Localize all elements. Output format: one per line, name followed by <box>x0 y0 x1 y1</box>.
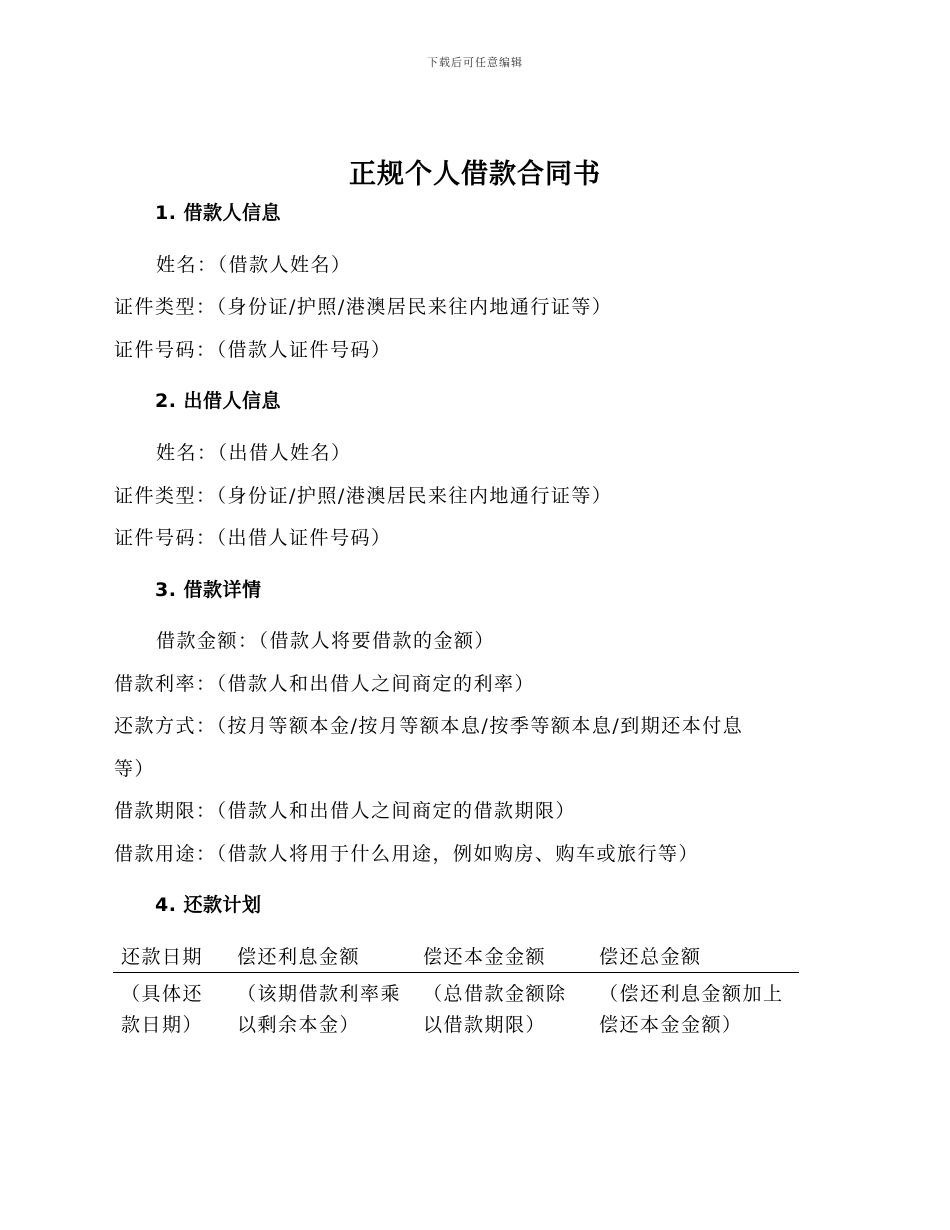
lender-id-number-value: （出借人证件号码） <box>216 527 392 549</box>
loan-method-continuation: 等） <box>114 758 156 780</box>
lender-name-line <box>156 438 352 465</box>
borrower-id-number-line <box>114 335 392 362</box>
column-header-total: 偿还总金额 <box>599 946 702 968</box>
lender-id-number-line <box>114 523 392 550</box>
column-header-date: 还款日期 <box>121 946 204 968</box>
section-heading-lender: 2. 出借人信息 <box>155 390 282 412</box>
borrower-id-type-label: 证件类型： <box>114 296 217 318</box>
header-note: 下载后可任意编辑 <box>427 56 523 69</box>
loan-rate-label: 借款利率： <box>114 673 217 695</box>
borrower-id-number-value: （借款人证件号码） <box>216 339 392 361</box>
loan-amount-value: （借款人将要借款的金额） <box>258 630 496 652</box>
loan-method-value: （按月等额本金/按月等额本息/按季等额本息/到期还本付息 <box>216 715 744 737</box>
cell-principal: （总借款金额除以借款期限） <box>423 983 567 1036</box>
lender-name-value: （出借人姓名） <box>217 442 352 464</box>
lender-id-number-label: 证件号码： <box>114 527 217 549</box>
loan-method-line <box>114 711 743 738</box>
loan-rate-value: （借款人和出借人之间商定的利率） <box>216 673 536 695</box>
lender-id-type-value: （身份证/护照/港澳居民来往内地通行证等） <box>216 485 613 507</box>
cell-date: （具体还款日期） <box>121 983 204 1036</box>
lender-id-type-line <box>114 481 612 508</box>
loan-purpose-label: 借款用途： <box>114 843 217 865</box>
borrower-name-value: （借款人姓名） <box>217 254 352 276</box>
loan-rate-line <box>114 669 535 696</box>
section-heading-plan: 4. 还款计划 <box>155 894 262 916</box>
section-heading-loan: 3. 借款详情 <box>155 579 262 601</box>
loan-term-line <box>114 796 576 823</box>
cell-total: （偿还利息金额加上偿还本金金额） <box>599 983 784 1036</box>
borrower-name-label: 姓名： <box>156 254 218 276</box>
repayment-table <box>113 940 799 1043</box>
section-heading-borrower: 1. 借款人信息 <box>155 202 282 224</box>
lender-name-label: 姓名： <box>156 442 218 464</box>
borrower-id-type-line <box>114 292 612 319</box>
lender-id-type-label: 证件类型： <box>114 485 217 507</box>
loan-purpose-value: （借款人将用于什么用途，例如购房、购车或旅行等） <box>216 843 700 865</box>
column-header-principal: 偿还本金金额 <box>423 946 547 968</box>
column-header-interest: 偿还利息金额 <box>237 946 361 968</box>
borrower-id-type-value: （身份证/护照/港澳居民来往内地通行证等） <box>216 296 613 318</box>
loan-purpose-line <box>114 839 699 866</box>
loan-amount-label: 借款金额： <box>156 630 259 652</box>
table-row <box>113 973 799 1043</box>
loan-method-label: 还款方式： <box>114 715 217 737</box>
document-title: 正规个人借款合同书 <box>349 159 601 190</box>
cell-interest: （该期借款利率乘以剩余本金） <box>237 983 402 1036</box>
borrower-id-number-label: 证件号码： <box>114 339 217 361</box>
repayment-table-header <box>113 940 799 973</box>
loan-term-value: （借款人和出借人之间商定的借款期限） <box>216 800 577 822</box>
loan-term-label: 借款期限： <box>114 800 217 822</box>
loan-amount-line <box>156 626 495 653</box>
borrower-name-line <box>156 250 352 277</box>
